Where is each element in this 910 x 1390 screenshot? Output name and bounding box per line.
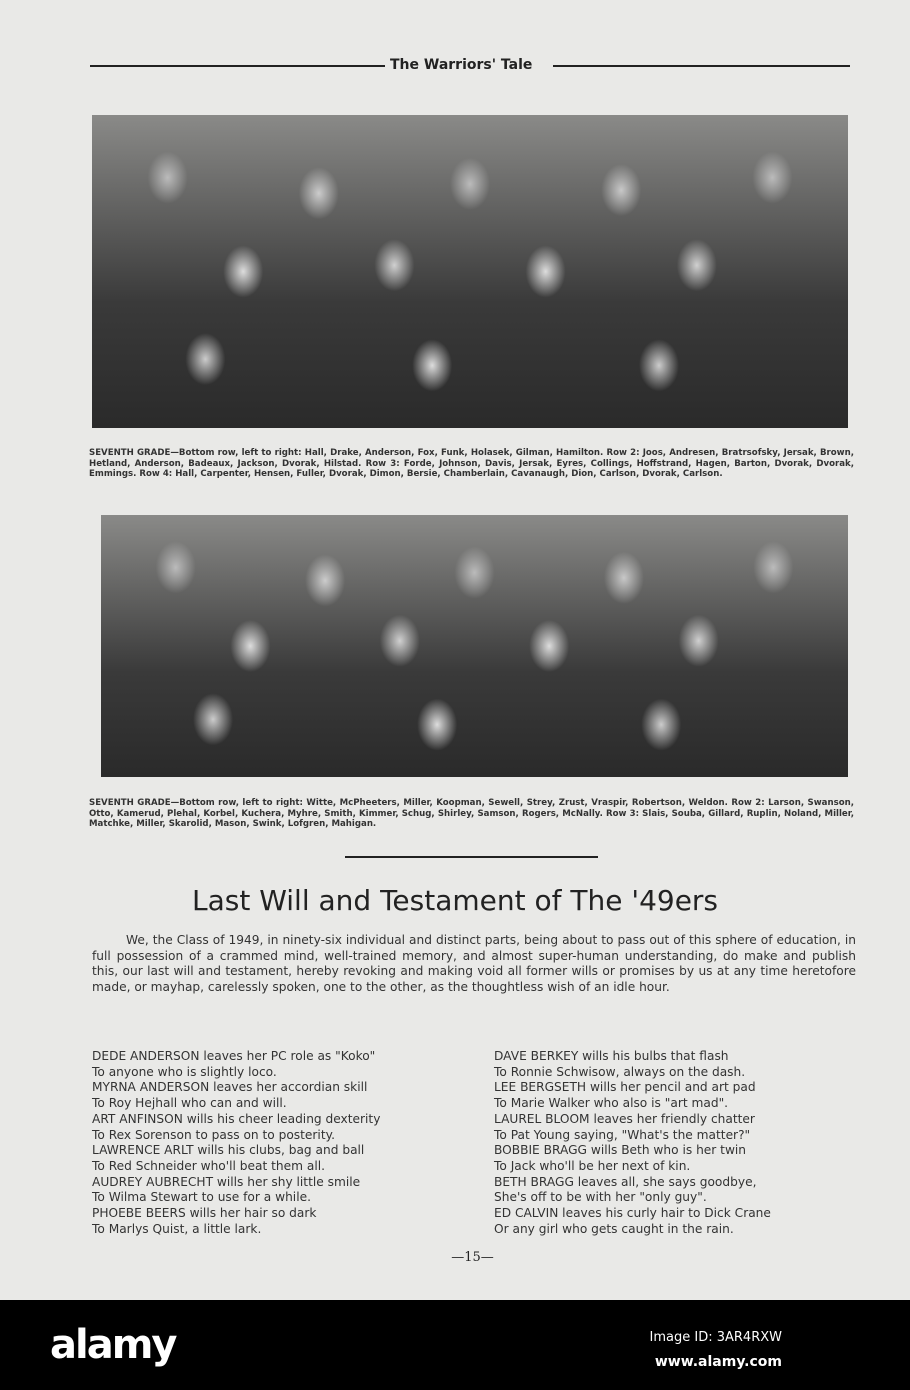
poem-line: MYRNA ANDERSON leaves her accordian skill — [92, 1080, 368, 1095]
poem-line: BETH BRAGG leaves all, she says goodbye, — [494, 1174, 757, 1189]
page-number: —15— — [451, 1250, 494, 1265]
watermark-url: www.alamy.com — [654, 1354, 782, 1370]
poem-line: To Ronnie Schwisow, always on the dash. — [494, 1064, 746, 1079]
watermark-banner — [0, 1300, 910, 1390]
poem-line: To Marlys Quist, a little lark. — [92, 1221, 262, 1236]
poem-line: To Roy Hejhall who can and will. — [92, 1096, 287, 1111]
poem-left-column — [92, 1049, 380, 1237]
poem-line: PHOEBE BEERS wills her hair so dark — [92, 1206, 317, 1221]
watermark-image-id: Image ID: 3AR4RXW — [649, 1330, 782, 1345]
poem-line: DEDE ANDERSON leaves her PC role as "Koko" — [92, 1049, 376, 1063]
class-photo-1 — [92, 115, 848, 428]
poem-line: ED CALVIN leaves his curly hair to Dick Crane — [494, 1206, 771, 1221]
photo-2-caption: SEVENTH GRADE—Bottom row, left to right: Witte, McPheeters, Miller, Koopman, Sewell, Strey, Zrust, Vraspir, Robertson, Weldon. Row 2: Larson, Swanson, Otto, Kamerud, Plehal, Korbel, Kuchera, Myhre, Smith, Kimmer, Schug, Shirley, Samson, Rogers, McNally. Row 3: Slais, Souba, Gillard, Ruplin, Noland, Miller, Matchke, Miller, Skarolid, Mason, Swink, Lofgren, Mahigan. — [89, 798, 854, 829]
header-title: The Warriors' Tale — [390, 57, 533, 73]
poem-line: Or any girl who gets caught in the rain. — [494, 1221, 734, 1236]
poem-line: To Pat Young saying, "What's the matter?" — [494, 1127, 751, 1142]
poem-line: To Rex Sorenson to pass on to posterity. — [92, 1127, 335, 1142]
poem-line: To Marie Walker who also is "art mad". — [494, 1096, 729, 1111]
poem-line: To Red Schneider who'll beat them all. — [92, 1158, 325, 1173]
class-photo-2 — [101, 515, 848, 777]
article-title: Last Will and Testament of The '49ers — [191, 884, 719, 917]
watermark-logo: alamy — [50, 1322, 176, 1368]
poem-line: To Wilma Stewart to use for a while. — [92, 1190, 311, 1205]
poem-line: To Jack who'll be her next of kin. — [494, 1158, 691, 1173]
poem-line: She's off to be with her "only guy". — [494, 1190, 707, 1205]
poem-line: LAWRENCE ARLT wills his clubs, bag and ball — [92, 1143, 365, 1158]
poem-line: DAVE BERKEY wills his bulbs that flash — [494, 1049, 729, 1063]
header-rule-left — [90, 65, 385, 67]
poem-right-column — [494, 1049, 771, 1237]
section-divider — [345, 856, 598, 858]
poem-line: BOBBIE BRAGG wills Beth who is her twin — [494, 1143, 747, 1158]
poem-line: AUDREY AUBRECHT wills her shy little smile — [92, 1174, 361, 1189]
header-rule-right — [553, 65, 850, 67]
photo-1-caption: SEVENTH GRADE—Bottom row, left to right: Hall, Drake, Anderson, Fox, Funk, Holasek, Gilman, Hamilton. Row 2: Joos, Andresen, Bratrsofsky, Jersak, Brown, Hetland, Anderson, Badeaux, Jackson, Dvorak, Hilstad. Row 3: Forde, Johnson, Davis, Jersak, Eyres, Collings, Hoffstrand, Hagen, Barton, Dvorak, Dvorak, Emmings. Row 4: Hall, Carpenter, Hensen, Fuller, Dvorak, Dimon, Bersie, Chamberlain, Cavanaugh, Dion, Carlson, Dvorak, Carlson. — [89, 448, 854, 479]
poem-line: ART ANFINSON wills his cheer leading dexterity — [92, 1111, 381, 1126]
article-intro: We, the Class of 1949, in ninety-six individual and distinct parts, being about to pass out of this sphere of education, in full possession of a crammed mind, well-trained memory, and almost super-human understanding, do make and publish this, our last will and testament, hereby revoking and making void all former wills or promises by us at any time heretofore made, or mayhap, carelessly spoken, one to the other, as the thoughtless wish of an idle hour. — [92, 933, 856, 994]
poem-line: LAUREL BLOOM leaves her friendly chatter — [494, 1111, 755, 1126]
poem-line: LEE BERGSETH wills her pencil and art pad — [494, 1080, 756, 1095]
poem-line: To anyone who is slightly loco. — [92, 1064, 277, 1079]
